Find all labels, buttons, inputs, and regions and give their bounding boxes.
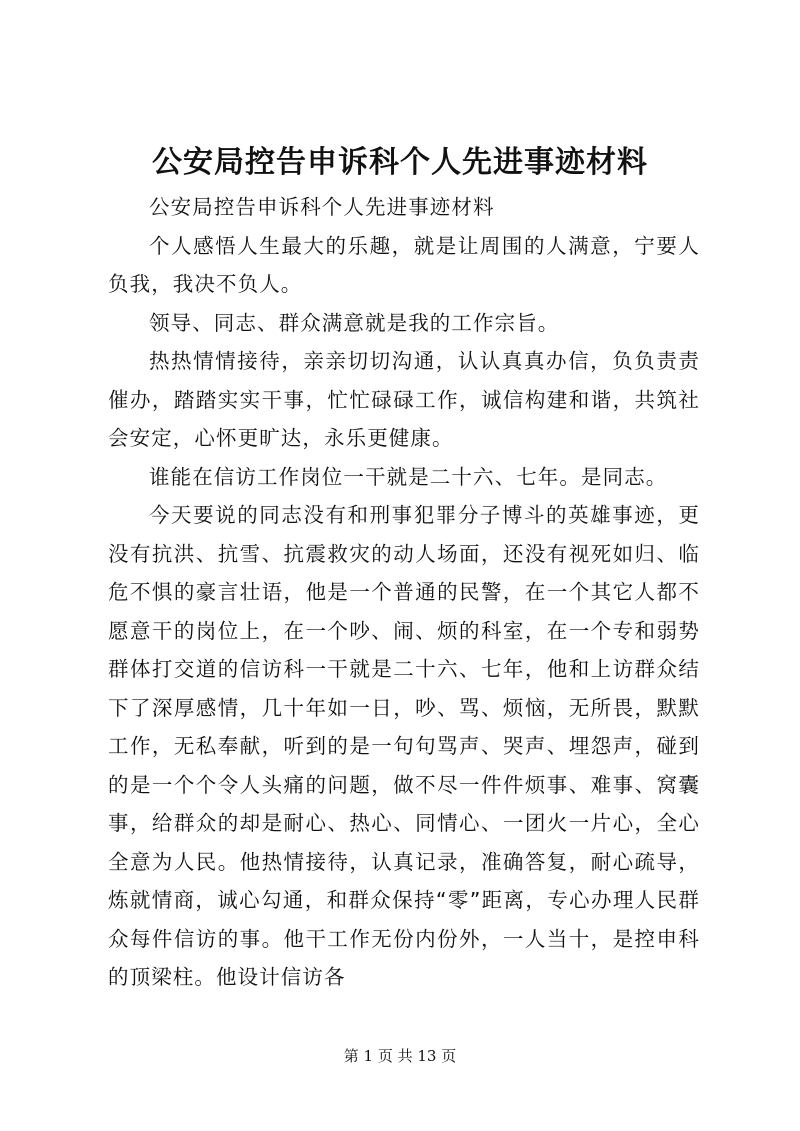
paragraph: 谁能在信访工作岗位一干就是二十六、七年。是同志。 (149, 464, 668, 489)
paragraph: 个人感悟人生最大的乐趣，就是让周围的人满意，宁要人负我，我决不负人。 (108, 233, 700, 296)
paragraph: 今天要说的同志没有和刑事犯罪分子博斗的英雄事迹，更没有抗洪、抗雪、抗震救灾的动人场面，还没有视死如归、临危不惧的豪言壮语，他是一个普通的民警，在一个其它人都不愿意干的岗位上，在一个吵、闹、烦的科室，在一个专和弱势群体打交道的信访科一干就是二十六、七年，他和上访群众结下了深厚感情，几十年如一日，吵、骂、烦恼，无所畏，默默工作，无私奉献，听到的是一句句骂声、哭声、埋怨声，碰到的是一个个令人头痛的问题，做不尽一件件烦事、难事、窝囊事，给群众的却是耐心、热心、同情心、一团火一片心，全心全意为人民。他热情接待，认真记录，准确答复，耐心疏导，炼就情商，诚心勾通，和群众保持“零”距离，专心办理人民群众每件信访的事。他干工作无份内份外，一人当十，是控申科的顶梁柱。他设计信访各 (108, 503, 700, 989)
page-footer: 第 1 页 共 13 页 (343, 1047, 457, 1065)
paragraph: 公安局控告申诉科个人先进事迹材料 (149, 195, 495, 219)
document-body (108, 188, 700, 997)
paragraph: 热热情情接待，亲亲切切沟通，认认真真办信，负负责责催办，踏踏实实干事，忙忙碌碌工作，诚信构建和谐，共筑社会安定，心怀更旷达，永乐更健康。 (108, 349, 700, 450)
paragraph: 领导、同志、群众满意就是我的工作宗旨。 (149, 310, 560, 335)
document-title: 公安局控告申诉科个人先进事迹材料 (152, 145, 648, 180)
